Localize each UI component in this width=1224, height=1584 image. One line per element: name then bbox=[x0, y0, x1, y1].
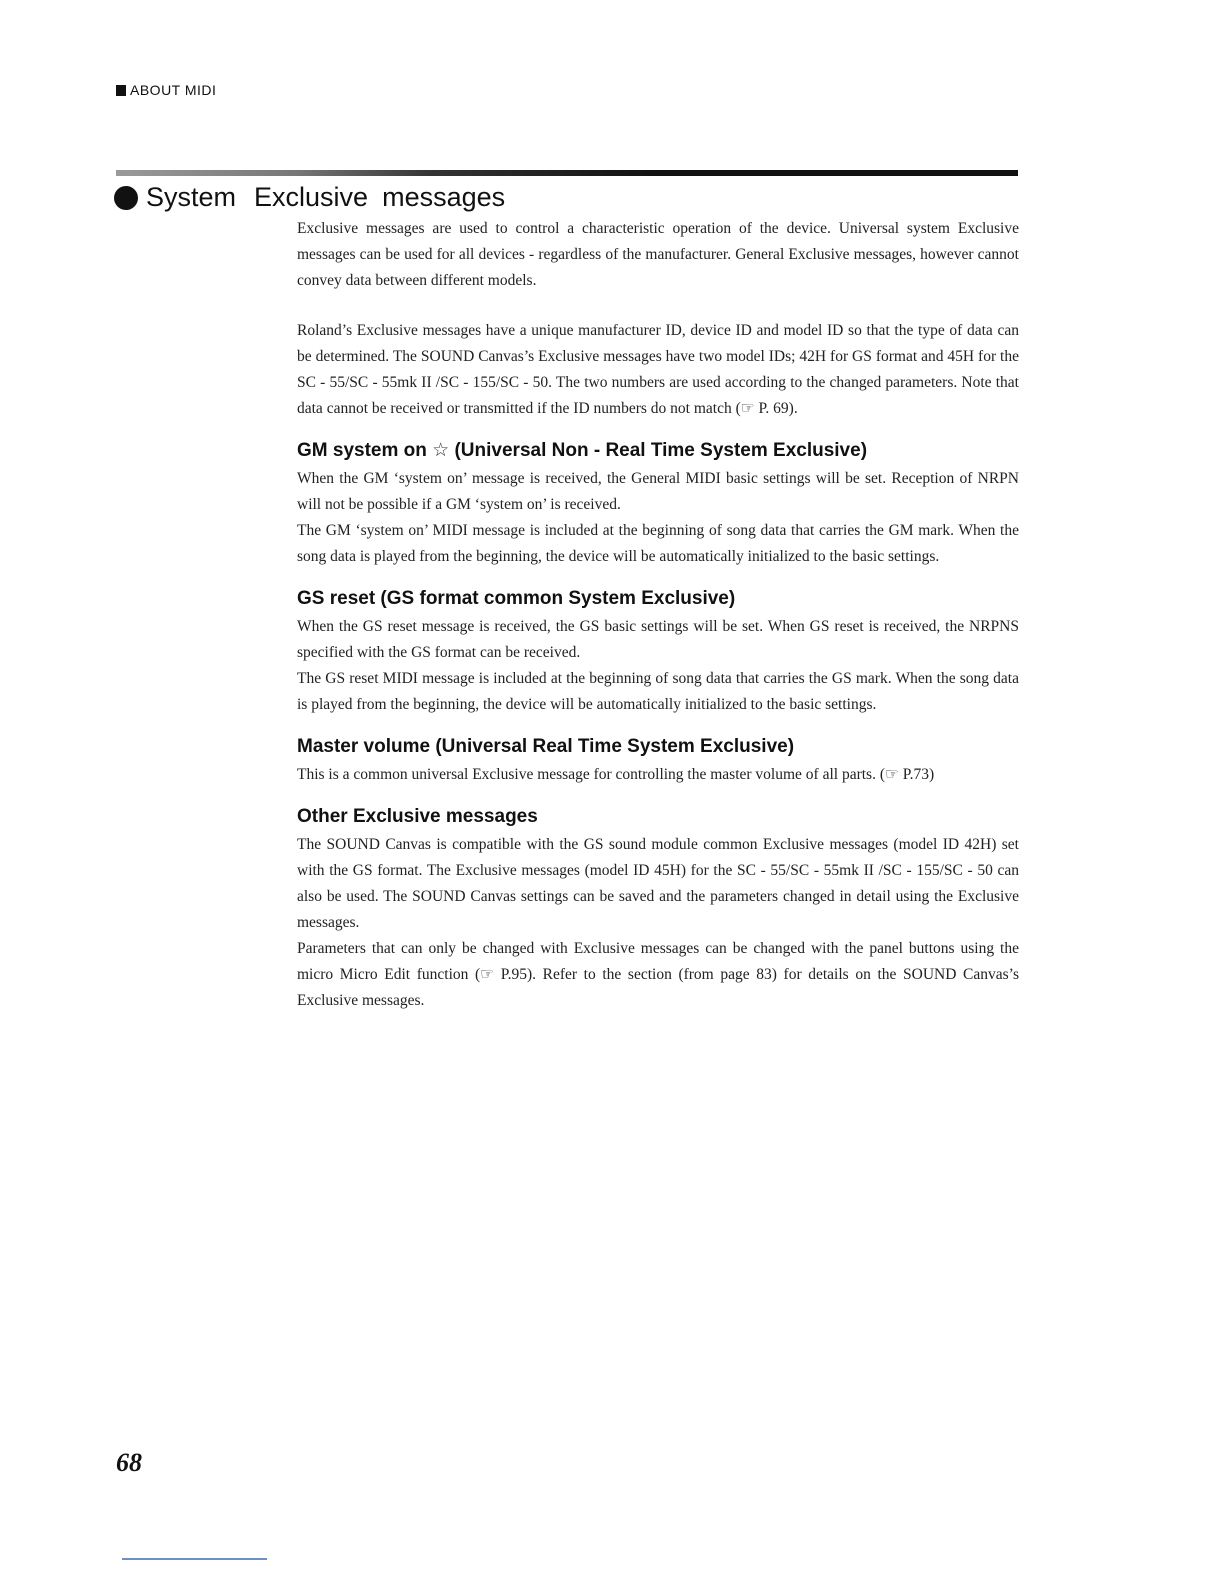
body-paragraph: The GM ‘system on’ MIDI message is included at the beginning of song data that carries the GM mark. When the song data is played from the beginning, the device will be automatically initialized to the basic settings. bbox=[297, 522, 1019, 565]
section-title-word: messages bbox=[382, 182, 506, 212]
heading-text: GM system on bbox=[297, 440, 427, 461]
subsection-heading: Other Exclusive messages bbox=[297, 806, 538, 827]
star-icon: ☆ bbox=[432, 440, 450, 461]
main-content bbox=[297, 216, 1019, 1014]
body-paragraph: The GS reset MIDI message is included at the beginning of song data that carries the GS mark. When the song data is played from the beginning, the device will be automatically initialized to the basic settings. bbox=[297, 670, 1019, 713]
intro-paragraph: Exclusive messages are used to control a characteristic operation of the device. Universal system Exclusive messages can be used for all devices - regardless of the manufacturer. General Exclusive messages, however cannot convey data between different models. bbox=[297, 220, 1019, 289]
section-title bbox=[114, 182, 505, 213]
subsection-heading: Master volume (Universal Real Time System Exclusive) bbox=[297, 736, 795, 757]
section-rule bbox=[116, 170, 1018, 176]
heading-text: (Universal Non - Real Time System Exclusive) bbox=[454, 440, 868, 461]
subsection-heading: GS reset (GS format common System Exclusive) bbox=[297, 588, 736, 609]
body-paragraph: The SOUND Canvas is compatible with the GS sound module common Exclusive messages (model ID 42H) set with the GS format. The Exclusive messages (model ID 45H) for the SC - 55/SC - 55mk II /SC - 155/SC - 50 can also be used. The SOUND Canvas settings can be saved and the parameters changed in detail using the Exclusive messages. bbox=[297, 836, 1019, 931]
running-head bbox=[116, 82, 216, 98]
section-title-word: System bbox=[146, 182, 237, 212]
intro-paragraph: Roland’s Exclusive messages have a unique manufacturer ID, device ID and model ID so that the type of data can be determined. The SOUND Canvas’s Exclusive messages have two model IDs; 42H for GS format and 45H for the SC - 55/SC - 55mk II /SC - 155/SC - 50. The two numbers are used according to the changed parameters. Note that data cannot be received or transmitted if the ID numbers do not match (☞ P. 69). bbox=[297, 322, 1019, 417]
square-bullet-icon bbox=[116, 85, 126, 96]
running-head-text: ABOUT MIDI bbox=[130, 82, 217, 98]
page-number: 68 bbox=[116, 1448, 142, 1477]
body-paragraph: This is a common universal Exclusive message for controlling the master volume of all parts. (☞ P.73) bbox=[297, 766, 935, 783]
section-title-word: Exclusive bbox=[254, 182, 369, 212]
bullet-dot-icon bbox=[114, 186, 138, 210]
body-paragraph: When the GM ‘system on’ message is received, the General MIDI basic settings will be set. Reception of NRPN will not be possible if a GM ‘system on’ is received. bbox=[297, 470, 1019, 513]
body-paragraph: When the GS reset message is received, the GS basic settings will be set. When GS reset is received, the NRPNS specified with the GS format can be received. bbox=[297, 618, 1019, 661]
subsection-heading bbox=[297, 438, 1019, 464]
footer-line bbox=[122, 1558, 267, 1560]
body-paragraph: Parameters that can only be changed with Exclusive messages can be changed with the panel buttons using the micro Micro Edit function (☞ P.95). Refer to the section (from page 83) for details on the SOUND Canvas’s Exclusive messages. bbox=[297, 940, 1019, 1009]
